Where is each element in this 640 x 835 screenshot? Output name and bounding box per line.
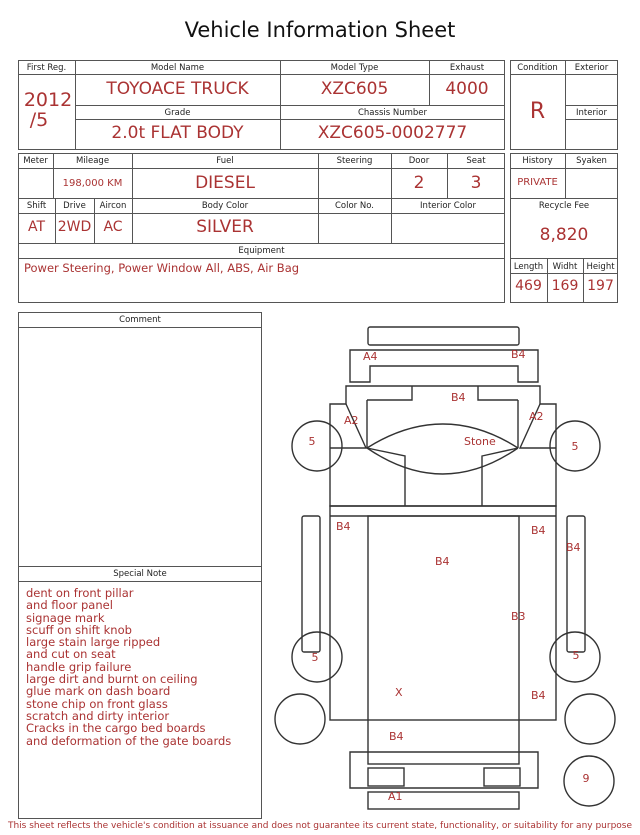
comment-label: Comment	[119, 315, 161, 325]
shift-label: Shift	[26, 201, 47, 211]
divider	[18, 74, 505, 75]
mark-bed-center: B4	[435, 555, 450, 568]
divider	[18, 258, 505, 259]
divider	[510, 198, 618, 199]
mark-front-right-tire: 5	[571, 440, 579, 453]
drive-value: 2WD	[57, 219, 92, 235]
history-value: PRIVATE	[517, 177, 558, 188]
mark-bed-right: B3	[511, 610, 526, 623]
mark-front-left-tire: 5	[308, 435, 316, 448]
model-name-label: Model Name	[150, 63, 205, 73]
divider	[565, 105, 618, 106]
divider	[75, 105, 505, 106]
width-label: Widht	[552, 262, 578, 272]
mark-bed-front-right: B4	[531, 524, 546, 537]
height-label: Height	[586, 262, 615, 272]
mark-rear-left-tire: 5	[311, 651, 319, 664]
mark-front-bumper-left: A4	[363, 350, 378, 363]
front-grille-outline	[350, 350, 538, 382]
special-note-item: glue mark on dash board	[26, 684, 171, 699]
chassis-number-value: XZC605-0002777	[317, 123, 468, 143]
divider	[510, 74, 618, 75]
divider	[18, 566, 262, 567]
special-note-item: large dirt and burnt on ceiling	[26, 672, 198, 687]
special-note-item: scuff on shift knob	[26, 622, 132, 637]
history-label: History	[522, 156, 553, 166]
mark-pillar-left: A2	[344, 414, 359, 427]
mark-spare-tire: 9	[582, 772, 590, 785]
steering-label: Steering	[336, 156, 373, 166]
divider	[18, 243, 505, 244]
height-value: 197	[587, 278, 614, 294]
divider	[18, 168, 505, 169]
fuel-label: Fuel	[216, 156, 234, 166]
seat-value: 3	[470, 173, 482, 193]
divider	[565, 60, 566, 150]
mark-rear-right-tire: 5	[572, 649, 580, 662]
mark-side-gate-right: B4	[566, 541, 581, 554]
rear-light-left	[368, 768, 404, 786]
first-reg-year: 2012	[23, 89, 73, 111]
mark-rear-bumper: A1	[388, 790, 403, 803]
model-name-value: TOYOACE TRUCK	[106, 79, 249, 99]
special-note-item: large stain large ripped	[26, 635, 161, 650]
special-note-item: and floor panel	[26, 598, 113, 613]
divider	[18, 198, 505, 199]
hood-right-line	[478, 386, 518, 400]
cab-seat-right	[482, 448, 518, 506]
recycle-fee-label: Recycle Fee	[538, 201, 590, 211]
equipment-label: Equipment	[238, 246, 285, 256]
door-label: Door	[408, 156, 430, 166]
recycle-fee-value: 8,820	[539, 225, 589, 245]
equipment-value: Power Steering, Power Window All, ABS, Air Bag	[24, 261, 300, 275]
interior-color-label: Interior Color	[420, 201, 476, 211]
width-value: 169	[551, 278, 579, 294]
divider	[18, 213, 505, 214]
fuel-value: DIESEL	[195, 173, 255, 193]
mark-bed-front-left: B4	[336, 520, 351, 533]
truck-damage-diagram	[270, 315, 630, 815]
exhaust-value: 4000	[445, 79, 489, 99]
first-reg-month: /5	[29, 109, 49, 131]
front-bumper-outline	[368, 327, 519, 345]
aircon-label: Aircon	[99, 201, 127, 211]
mark-bed-floor: X	[395, 686, 403, 699]
aircon-value: AC	[103, 219, 123, 235]
divider	[18, 327, 262, 328]
syaken-label: Syaken	[576, 156, 607, 166]
cargo-bed-floor	[368, 516, 519, 764]
divider	[510, 168, 618, 169]
special-note-item: and deformation of the gate boards	[26, 733, 232, 748]
length-value: 469	[515, 278, 542, 294]
special-note-item: stone chip on front glass	[26, 696, 168, 711]
hood-left-line	[367, 386, 412, 400]
special-note-item: Cracks in the cargo bed boards	[26, 721, 206, 736]
door-value: 2	[413, 173, 425, 193]
first-reg-label: First Reg.	[26, 63, 67, 73]
rear-right-outer-tire	[565, 694, 615, 744]
special-note-item: handle grip failure	[26, 659, 132, 674]
grade-label: Grade	[164, 108, 191, 118]
divider	[75, 119, 505, 120]
divider	[510, 258, 618, 259]
meter-label: Meter	[23, 156, 48, 166]
mark-windshield: Stone	[464, 435, 496, 448]
shift-value: AT	[27, 219, 46, 235]
exterior-label: Exterior	[574, 63, 609, 73]
rear-light-right	[484, 768, 520, 786]
special-note-item: and cut on seat	[26, 647, 116, 662]
mark-front-bumper-right: B4	[511, 348, 526, 361]
special-note-item: scratch and dirty interior	[26, 708, 170, 723]
seat-label: Seat	[466, 156, 486, 166]
windshield-bottom	[367, 448, 518, 474]
exhaust-label: Exhaust	[449, 63, 485, 73]
special-note-label: Special Note	[113, 569, 167, 579]
length-label: Length	[513, 262, 544, 272]
body-color-label: Body Color	[201, 201, 249, 211]
divider	[510, 273, 618, 274]
sheet-title: Vehicle Information Sheet	[184, 18, 456, 42]
condition-label: Condition	[517, 63, 558, 73]
mileage-value: 198,000 KM	[62, 178, 123, 189]
divider	[318, 153, 319, 243]
mark-pillar-right: A2	[529, 410, 544, 423]
interior-label: Interior	[575, 108, 607, 118]
mark-bed-rear-right: B4	[531, 689, 546, 702]
divider	[18, 581, 262, 582]
model-type-value: XZC605	[320, 79, 389, 99]
body-color-value: SILVER	[196, 217, 254, 237]
condition-grade: R	[529, 99, 546, 124]
cab-seat-left	[367, 448, 405, 506]
drive-label: Drive	[63, 201, 86, 211]
special-note-item: dent on front pillar	[26, 586, 134, 600]
grade-value: 2.0t FLAT BODY	[111, 123, 244, 143]
disclaimer-footer: This sheet reflects the vehicle's condition at issuance and does not guarantee its current state, functionality, or suitability for any purpose	[7, 821, 633, 831]
chassis-number-label: Chassis Number	[357, 108, 428, 118]
rear-gate-outline	[350, 752, 538, 788]
model-type-label: Model Type	[330, 63, 379, 73]
special-note-list	[26, 587, 231, 747]
color-no-label: Color No.	[334, 201, 374, 211]
mark-hood: B4	[451, 391, 466, 404]
cab-outline	[330, 386, 556, 506]
divider	[565, 119, 618, 120]
mileage-label: Mileage	[75, 156, 110, 166]
front-left-tire	[292, 421, 342, 471]
special-note-item: signage mark	[26, 610, 105, 625]
rear-left-outer-tire	[275, 694, 325, 744]
mark-bed-rear: B4	[389, 730, 404, 743]
